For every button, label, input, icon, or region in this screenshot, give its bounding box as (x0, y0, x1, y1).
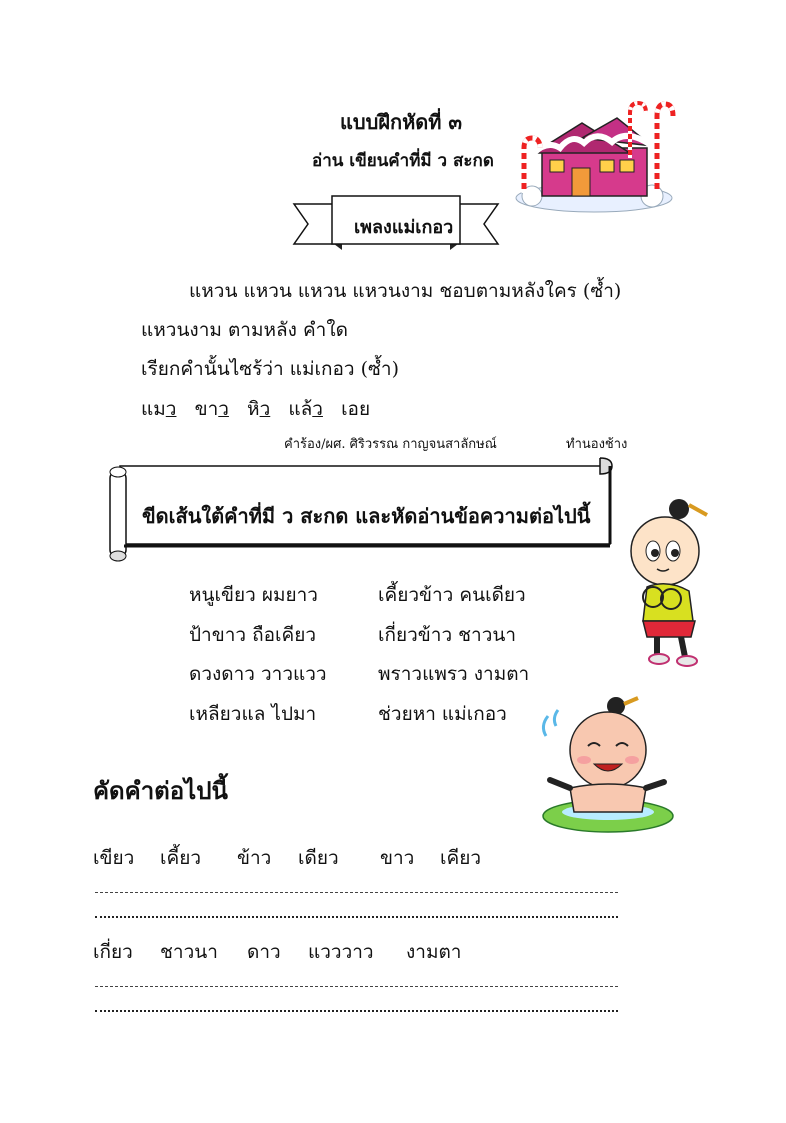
reading-left-2: ป้าขาว ถือเคียว (189, 624, 317, 646)
song-title-banner (292, 190, 500, 256)
reading-right-4: ช่วยหา แม่เกอว (378, 703, 507, 725)
song-line-4 (141, 394, 370, 424)
copy-heading: คัดคำต่อไปนี้ (93, 776, 228, 805)
song-line-3: เรียกคำนั้นไซร้ว่า แม่เกอว (ซ้ำ) (141, 358, 400, 380)
instruction-scroll (100, 452, 622, 564)
copy-word: ชาวนา (160, 941, 218, 963)
reading-right-1: เคี้ยวข้าว คนเดียว (378, 584, 526, 606)
copy-word: ข้าว (237, 847, 272, 869)
cartoon-boy-swimming-icon (530, 696, 680, 836)
copy-word: ดาว (247, 941, 281, 963)
instruction-text: ขีดเส้นใต้คำที่มี ว สะกด และหัดอ่านข้อความต่อไปนี้ (142, 504, 591, 528)
underlined-final-consonant: ว (259, 398, 271, 420)
reading-right-2: เกี่ยวข้าว ชาวนา (378, 624, 517, 646)
reading-right-3: พราวแพรว งามตา (378, 663, 530, 685)
page-subtitle: อ่าน เขียนคำที่มี ว สะกด (312, 151, 494, 171)
song-credit-tune: ทำนองช้าง (566, 437, 628, 452)
gingerbread-house-icon (512, 98, 677, 218)
copy-word: ขาว (380, 847, 415, 869)
word-part: แล้ (288, 398, 313, 420)
cartoon-boy-glasses-icon (617, 495, 717, 675)
copy-word: เขียว (93, 847, 135, 869)
word-part: แม (141, 398, 166, 420)
underlined-final-consonant: ว (312, 398, 323, 420)
song-line-2: แหวนงาม ตามหลัง คำใด (141, 319, 348, 341)
reading-left-1: หนูเขียว ผมยาว (189, 584, 318, 606)
copy-word: แวววาว (308, 941, 374, 963)
word-part: หิ (247, 398, 260, 420)
writing-line[interactable] (95, 916, 618, 918)
writing-line[interactable] (95, 892, 618, 893)
reading-left-4: เหลียวแล ไปมา (189, 703, 317, 725)
word-part: เอย (341, 398, 371, 420)
word-part: ขา (194, 398, 219, 420)
copy-word: เคียว (440, 847, 482, 869)
song-title: เพลงแม่เกอว (354, 217, 454, 238)
underlined-final-consonant: ว (218, 398, 229, 420)
copy-word: เกี่ยว (93, 941, 133, 963)
song-line-1: แหวน แหวน แหวน แหวนงาม ชอบตามหลังใคร (ซ้ำ) (189, 280, 622, 302)
writing-line[interactable] (95, 986, 618, 987)
copy-word: เดียว (298, 847, 339, 869)
song-credit-author: คำร้อง/ผศ. ศิริวรรณ กาญจนสาลักษณ์ (284, 437, 497, 452)
writing-line[interactable] (95, 1010, 618, 1012)
underlined-final-consonant: ว (165, 398, 177, 420)
copy-word: งามตา (406, 941, 462, 963)
page-title: แบบฝึกหัดที่ ๓ (340, 110, 463, 134)
copy-word: เคี้ยว (160, 847, 202, 869)
reading-left-3: ดวงดาว วาวแวว (189, 663, 327, 685)
